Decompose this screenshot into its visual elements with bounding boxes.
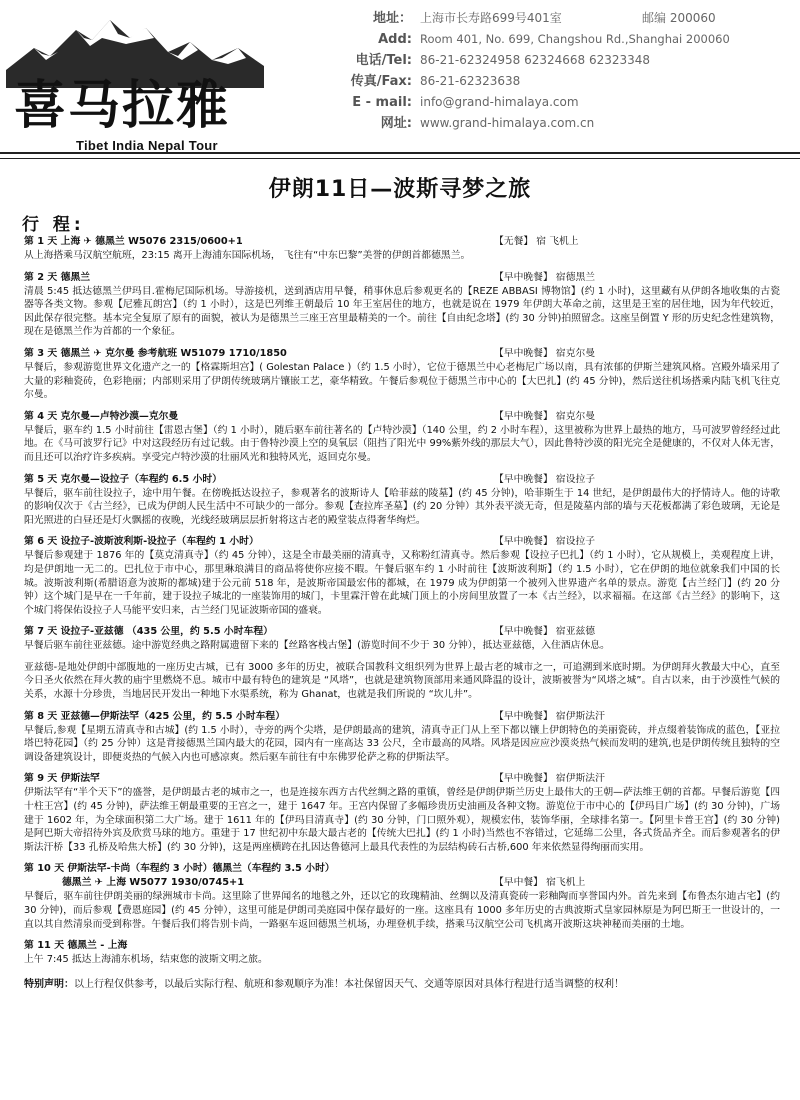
day-route: 第 11 天 德黑兰 - 上海 bbox=[24, 940, 128, 952]
web-row bbox=[300, 113, 795, 134]
day-heading bbox=[24, 710, 780, 724]
email-row bbox=[300, 92, 795, 113]
day-block bbox=[24, 535, 780, 617]
fax-row bbox=[300, 71, 795, 92]
day-heading bbox=[24, 535, 780, 549]
email-label: E - mail: bbox=[352, 95, 412, 110]
day-description: 从上海搭乘马汉航空航班，23:15 离开上海浦东国际机场， 飞往有“中东巴黎”美誉的伊朗首都德黑兰。 bbox=[24, 250, 471, 261]
day-block bbox=[24, 862, 780, 931]
day-heading bbox=[24, 625, 780, 639]
day-route: 第 2 天 德黑兰 bbox=[24, 271, 91, 283]
day-description: 早餐后，驱车约 1.5 小时前往【雷恩古堡】（约 1 小时），随后驱车前往著名的【卢特沙漠】（140 公里，约 2 小时车程），这里被称为世界上最热的地方，马可波罗曾经经过此地。在《马可波罗行记》中对这段经历有过记载。由于鲁特沙漠上空的臭氧层（阻挡了阳光中 99%紫外线的那层大气），因此鲁特沙漠的阳光完全是健康的，不仅对人体无害，而且还可以治疗许多疾病。享受完卢特沙漠的壮丽风光和独特风光，返回克尔曼。 bbox=[24, 424, 780, 463]
day-route: 第 3 天 德黑兰 ✈ 克尔曼 参考航班 W51079 1710/1850 bbox=[24, 347, 287, 359]
day-block bbox=[24, 625, 780, 701]
day-block bbox=[24, 347, 780, 402]
day-block bbox=[24, 473, 780, 528]
special-notice bbox=[24, 975, 780, 990]
fax-value: 86-21-62323638 bbox=[420, 74, 521, 88]
day-description: 上午 7:45 抵达上海浦东机场，结束您的波斯文明之旅。 bbox=[24, 954, 268, 966]
tel-label: 电话/Tel: bbox=[355, 53, 412, 68]
day-block bbox=[24, 939, 780, 967]
day-heading bbox=[24, 772, 780, 786]
day-description: 早餐后,参观【星期五清真寺和古城】(约 1.5 小时），寺旁的两个尖塔，是伊朗最高的建筑，清真寺正门从上至下都以镶上伊朗特色的美丽瓷砖，并点缀着装饰成的蓝色，【亚拉塔巴特花园】（约 25 分钟）这是背接德黑兰国内最大的花园，园内有一座高达 33 公尺，全市最高的风塔。风塔是因应应沙漠炎热气候而发明的建筑,也是伊朗传统且独特的空调设备建筑设计，即便炎热的气候入内也可感凉爽。然后驱车前往有中东佛罗伦萨之称的伊斯法罕。 bbox=[24, 724, 780, 763]
day-meals: 【早中晚餐】 宿克尔曼 bbox=[494, 347, 596, 359]
day-route: 第 10 天 伊斯法罕-卡尚（车程约 3 小时）德黑兰（车程约 3.5 小时） bbox=[24, 863, 335, 875]
notice-label: 特别声明： bbox=[24, 978, 74, 990]
logo-chinese-name: 喜马拉雅 bbox=[14, 75, 231, 136]
day-flight bbox=[24, 876, 780, 890]
day-route: 第 7 天 设拉子-亚兹德 （435 公里，约 5.5 小时车程） bbox=[24, 626, 273, 638]
day-meals: 【早中晚餐】 宿伊斯法汗 bbox=[494, 710, 605, 722]
day-block bbox=[24, 772, 780, 854]
day-block bbox=[24, 710, 780, 765]
day-block bbox=[24, 235, 780, 263]
day-meals: 【早中晚餐】 宿设拉子 bbox=[494, 536, 596, 548]
day-flight-route: 德黑兰 ✈ 上海 W5077 1930/0745+1 bbox=[62, 877, 245, 889]
letterhead bbox=[0, 0, 800, 158]
day-meals: 【早中晚餐】 宿德黑兰 bbox=[494, 271, 596, 283]
day-description: 早餐后驱车前往亚兹德。途中游览经典之路附属遗留下来的【丝路客栈古堡】(游览时间不少于 30 分钟），抵达亚兹德，入住酒店休息。 bbox=[24, 640, 610, 652]
day-block bbox=[24, 271, 780, 339]
day-route: 第 5 天 克尔曼—设拉子（车程约 6.5 小时） bbox=[24, 473, 222, 485]
address-row bbox=[300, 8, 795, 29]
day-meals: 【无餐】 宿 飞机上 bbox=[494, 236, 579, 247]
day-heading bbox=[24, 939, 780, 953]
header-divider-thin bbox=[0, 158, 800, 159]
address-cn: 上海市长寿路699号401室 bbox=[420, 11, 562, 25]
web-value[interactable]: www.grand-himalaya.com.cn bbox=[420, 116, 595, 130]
day-heading bbox=[24, 235, 780, 249]
day-block bbox=[24, 410, 780, 465]
day-meals: 【早中晚餐】 宿设拉子 bbox=[494, 473, 596, 485]
logo-english-name: Tibet India Nepal Tour bbox=[76, 138, 218, 153]
contact-info bbox=[300, 8, 795, 134]
company-logo bbox=[6, 8, 264, 153]
day-heading bbox=[24, 347, 780, 361]
email-value[interactable]: info@grand-himalaya.com bbox=[420, 95, 579, 109]
day-description: 早餐后，驱车前往设拉子，途中用午餐。在傍晚抵达设拉子，参观著名的波斯诗人【哈菲兹的陵墓】(约 45 分钟)，哈菲斯生于 14 世纪，是伊朗最伟大的抒情诗人。他的诗歌的影响仅次于《古兰经》，已成为伊朗人民生活中不可缺少的一部分。参观【查拉库圣墓】(约 20 分钟）其外表平淡无奇，但是陵墓内部的墙与天花板都满了彩色玻璃，无论是阳光照进的白昼还是灯火飘摇的夜晚，光线经玻璃层层折射将这古老的殿堂装点得奢华绚烂。 bbox=[24, 487, 780, 526]
tel-value: 86-21-62324958 62324668 62323348 bbox=[420, 53, 651, 67]
itinerary-heading: 行 程: bbox=[22, 215, 85, 235]
address-label: 地址： bbox=[372, 11, 412, 26]
day-description: 清晨 5:45 抵达德黑兰伊玛目.霍梅尼国际机场。导游接机，送到酒店用早餐，稍事休息后参观更名的【REZE ABBASI 博物馆】(约 1 小时)，这里藏有从伊朗各地收集的古瓷器等各类文物。参观【尼雅瓦朗宫】（约 1 小时），这是巴列维王朝最后 10 年王室居住的地方，也就是说在 1979 年伊朗大革命之前，这里是王室的居住地，因为年代较近，因此保存很完整。基本完全复原了原有的面貌，被认为是德黑兰三座王宫里最精美的一个。前往【自由纪念塔】(约 30 分钟)拍照留念。这座呈倒置 Y 形的历史纪念性建筑物，现在是德黑兰作为首都的一个象征。 bbox=[24, 285, 780, 338]
day-description: 早餐后，参观游览世界文化遗产之一的【格霖斯坦宫】( Golestan Palace )（约 1.5 小时），它位于德黑兰中心老梅尼广场以南，具有浓郁的伊斯兰建筑风格。宫殿外墙采用了大量的彩釉瓷砖，色彩艳丽；内部则采用了伊朗传统玻璃片镶嵌工艺，豪华精致。午餐后参观位于德黑兰市中心的【大巴扎】(约 45 分钟)，然后送往机场搭乘内陆飞机飞往克尔曼。 bbox=[24, 361, 780, 401]
page-title: 伊朗11日—波斯寻梦之旅 bbox=[268, 177, 532, 202]
day-route: 第 9 天 伊斯法罕 bbox=[24, 773, 100, 785]
itinerary-days bbox=[24, 235, 780, 967]
day-route: 第 6 天 设拉子-波斯波利斯-设拉子（车程约 1 小时） bbox=[24, 536, 259, 548]
day-heading bbox=[24, 862, 780, 876]
day-heading bbox=[24, 473, 780, 487]
fax-label: 传真/Fax: bbox=[350, 74, 412, 89]
web-label: 网址: bbox=[380, 116, 412, 131]
day-route: 第 1 天 上海 ✈ 德黑兰 W5076 2315/0600+1 bbox=[24, 236, 243, 247]
day-route: 第 8 天 亚兹德—伊斯法罕（425 公里，约 5.5 小时车程） bbox=[24, 710, 286, 722]
address-en: Room 401, No. 699, Changshou Rd.,Shanghai 200060 bbox=[420, 32, 730, 46]
header-divider-thick bbox=[0, 152, 800, 154]
day-meals: 【早中晚餐】 宿克尔曼 bbox=[494, 410, 596, 422]
day-description: 早餐后参观建于 1876 年的【莫克清真寺】（约 45 分钟），这是全市最美丽的清真寺，又称粉红清真寺。然后参观【设拉子巴扎】（约 1 小时），它从规模上，美观程度上讲，均是伊朗地一无二的。巴扎位于市中心，那里琳琅满目的商品将使你应接不暇。午餐后驱车约 1 小时前往【波斯波利斯】（约 1.5 小时），它在伊朗的地位就象我们中国的长城。波斯波利斯(希腊语意为波斯的都城)建于公元前 518 年，是波斯帝国最宏伟的都城，在 1979 成为伊朗第一个被列入世界遗产名单的景点。游览【古兰经门】(约 20 分钟）这个城门是早在一千年前，建于设拉子城北的一座装饰用的城门，卡里霖汗曾在此城门顶上的小房间里放置了一本《古兰经》，以求福福。在这部《古兰经》的影响下，这个城门将保佑设拉子人马能平安归来，古兰经门见证波斯帝国的盛衰。 bbox=[24, 550, 780, 616]
day-description: 伊斯法罕有“半个天下”的盛誉，是伊朗最古老的城市之一，也是连接东西方古代丝绸之路的重镇，曾经是伊朗伊斯兰历史上最伟大的王朝—萨法维王朝的首都。早餐后游览【四十柱王宫】(约 45 分钟)，萨法维王朝最重要的王宫之一，建于 1647 年。王宫内保留了多幅珍贵历史油画及各种文物。游览位于市中心的【伊玛目广场】(约 30 分钟)，广场建于 1602 年，为全球面积第二大广场。建于 1611 年的【伊玛目清真寺】(约 30 分钟，门口照外观），规模宏伟，装饰华丽，全球排名第一。【阿里卡普王宫】(约 30 分钟)是阿巴斯大帝招待外宾及欣赏马球的地方。重建于 17 世纪初中东最大最古老的【传统大巴扎】(约 1 小时)当然也不容错过，它延绵二公里，各式货品齐全。而后参观著名的伊斯法汗桥【33 孔桥及哈焦大桥】(约 30 分钟)，这是两座横跨在扎因达鲁德河上最具代表性的为层结构砖石古桥,600 年来依然显得绚丽而实用。 bbox=[24, 787, 780, 853]
day-route: 第 4 天 克尔曼—卢特沙漠—克尔曼 bbox=[24, 410, 179, 422]
day-meals: 【早中晚餐】 宿亚兹德 bbox=[494, 626, 596, 638]
postcode: 邮编 200060 bbox=[642, 11, 716, 25]
day-meals: 【早中餐】 宿飞机上 bbox=[494, 877, 586, 889]
tel-row bbox=[300, 50, 795, 71]
day-heading bbox=[24, 410, 780, 424]
add-label: Add: bbox=[378, 32, 412, 47]
day-description: 早餐后，驱车前往伊朗美丽的绿洲城市卡尚。这里除了世界闻名的地毯之外，还以它的玫瑰精油、丝绸以及清真瓷砖一彩釉陶而享誉国内外。首先来到【布鲁杰尔迪古宅】(约 30 分钟)，而后参观【费恩庭园】(约 45 分钟），这里可能是伊朗司美庭园中保存最好的一座。这座具有 1000 多年历史的古典波斯式皇家园林原是为阿巴斯王一世设计的，一直以其自然清泉而受到称誉。午餐后我们将告别卡尚，一路驱车返回德黑兰机场，办理登机手续，搭乘马汉航空公司飞机离开波斯这块神秘而美丽的土地。 bbox=[24, 891, 780, 930]
notice-text: 以上行程仅供参考，以最后实际行程、航班和参观顺序为准！本社保留因天气、交通等原因对具体行程进行适当调整的权利！ bbox=[74, 978, 624, 990]
day-meals: 【早中晚餐】 宿伊斯法汗 bbox=[494, 773, 605, 785]
city-introduction: 亚兹德-是地处伊朗中部腹地的一座历史古城，已有 3000 多年的历史，被联合国教科文组织列为世界上最古老的城市之一，可追溯到米底时期。为伊朗拜火教最大中心，直至今日圣火依然在拜火教的庙宇里燃烧不息。城市中最有特色的建筑是 “风塔”，也就是建筑物顶部用来通风降温的设计，波斯被誉为“风塔之城”。自古以来，由于沙漠性气候的关系，水源十分珍贵，当地居民开发出一种地下水渠系统，称为 Ghanat，也就是我们所说的 “坎儿井”。 bbox=[24, 661, 780, 701]
address-en-row bbox=[300, 29, 795, 50]
day-heading bbox=[24, 271, 780, 285]
